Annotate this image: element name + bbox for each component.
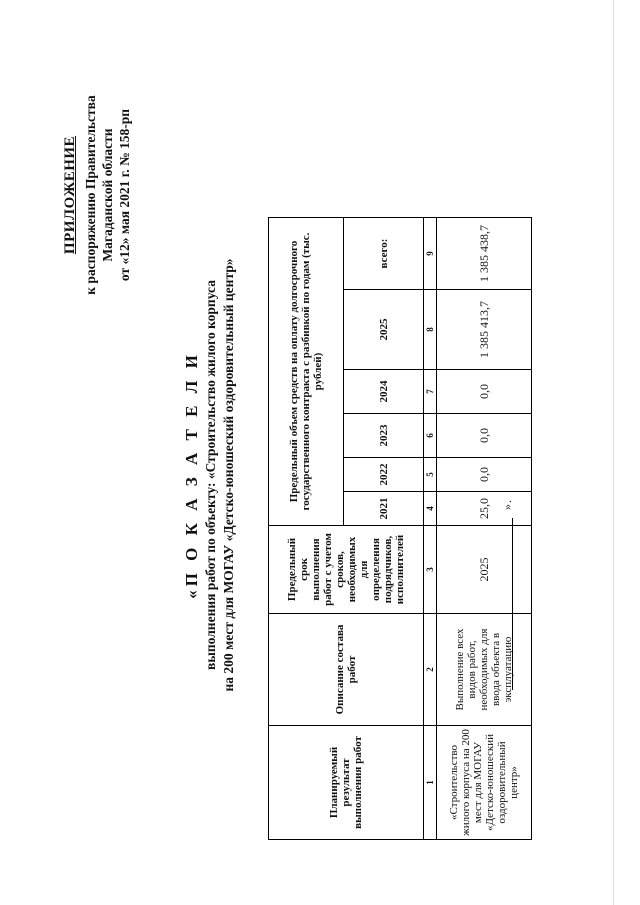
cell-amount-2023: 0,0 [437, 414, 532, 458]
cell-deadline: 2025 [437, 526, 532, 614]
table-header-row [269, 218, 344, 840]
appendix-heading: ПРИЛОЖЕНИЕ [62, 135, 78, 255]
header-year-2023: 2023 [344, 414, 424, 458]
cell-amount-total: 1 385 438,7 [437, 218, 532, 290]
column-number: 9 [424, 218, 437, 290]
column-number: 3 [424, 526, 437, 614]
title-main: «П О К А З А Т Е Л И [182, 351, 201, 599]
header-year-2025: 2025 [344, 290, 424, 370]
column-number: 2 [424, 614, 437, 726]
column-number: 8 [424, 290, 437, 370]
column-number: 1 [424, 726, 437, 840]
column-number: 6 [424, 414, 437, 458]
closing-line [512, 518, 513, 690]
title-line-2: на 200 мест для МОГАУ «Детско-юношеский оздоровительный центр» [221, 258, 236, 692]
closing-quote: ». [500, 499, 514, 510]
header-year-2022: 2022 [344, 458, 424, 492]
document-title [182, 155, 238, 795]
cell-amount-2021: 25,0 [437, 492, 532, 526]
header-year-2021: 2021 [344, 492, 424, 526]
appendix-line-2: Магаданской области [100, 128, 115, 262]
cell-amount-2022: 0,0 [437, 458, 532, 492]
header-result: Планируемый результат выполнения работ [269, 726, 424, 840]
indicators-table [268, 217, 532, 840]
column-number-row [424, 218, 437, 840]
column-number: 4 [424, 492, 437, 526]
cell-description: Выполнение всех видов работ, необходимых для ввода объекта в эксплуатацию [437, 614, 532, 726]
header-description: Описание состава работ [269, 614, 424, 726]
header-total: всего: [344, 218, 424, 290]
title-line-1: выполнения работ по объекту: «Строительство жилого корпуса [203, 280, 218, 670]
cell-amount-2025: 1 385 413,7 [437, 290, 532, 370]
appendix-line-1: к распоряжению Правительства [83, 95, 98, 295]
header-deadline: Предельный срок выполнения работ с учетом сроков, необходимых для определения подрядчиков, исполнителей [269, 526, 424, 614]
appendix-block [62, 45, 133, 345]
appendix-line-3: от «12» мая 2021 г. № 158-рп [117, 108, 132, 282]
column-number: 5 [424, 458, 437, 492]
header-funding: Предельный объем средств на оплату долгосрочного государственного контракта с разбивкой по годам (тыс. рублей) [269, 218, 344, 526]
cell-result: «Строительство жилого корпуса на 200 мест для МОГАУ «Детско-юношеский оздоровительный центр» [437, 726, 532, 840]
table-row [437, 218, 532, 840]
header-year-2024: 2024 [344, 370, 424, 414]
column-number: 7 [424, 370, 437, 414]
scan-edge [613, 0, 614, 905]
cell-amount-2024: 0,0 [437, 370, 532, 414]
